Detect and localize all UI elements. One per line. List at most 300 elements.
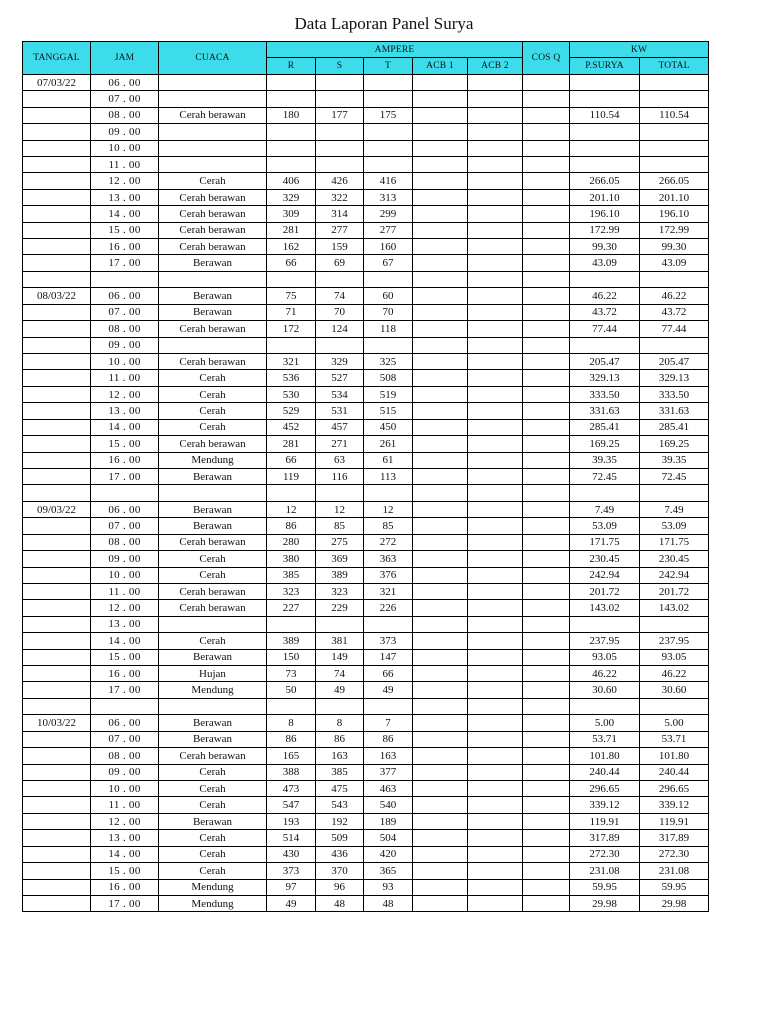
cell-tanggal [23, 600, 91, 616]
cell-acb1 [413, 583, 468, 599]
cell-acb2 [468, 403, 523, 419]
cell-s: 192 [316, 813, 364, 829]
cell-total: 93.05 [640, 649, 709, 665]
cell-tanggal [23, 518, 91, 534]
cell-psurya: 205.47 [570, 354, 640, 370]
empty-cell [91, 698, 159, 714]
cell-r: 73 [267, 666, 316, 682]
empty-cell [523, 698, 570, 714]
table-row [23, 436, 709, 452]
cell-r [267, 91, 316, 107]
cell-tanggal [23, 534, 91, 550]
cell-t: 515 [364, 403, 413, 419]
cell-s: 69 [316, 255, 364, 271]
cell-psurya: 201.72 [570, 583, 640, 599]
header-s: S [316, 58, 364, 74]
cell-s [316, 140, 364, 156]
cell-cos-q [523, 649, 570, 665]
cell-r [267, 616, 316, 632]
table-row [23, 715, 709, 731]
cell-acb2 [468, 436, 523, 452]
cell-cos-q [523, 304, 570, 320]
cell-psurya: 30.60 [570, 682, 640, 698]
cell-psurya: 231.08 [570, 863, 640, 879]
table-row [23, 354, 709, 370]
cell-s: 74 [316, 666, 364, 682]
cell-psurya: 53.71 [570, 731, 640, 747]
cell-cuaca: Cerah berawan [159, 239, 267, 255]
cell-total: 196.10 [640, 206, 709, 222]
header-row-main [23, 42, 709, 58]
cell-psurya: 240.44 [570, 764, 640, 780]
cell-acb2 [468, 321, 523, 337]
cell-tanggal [23, 846, 91, 862]
empty-cell [413, 698, 468, 714]
cell-tanggal: 08/03/22 [23, 288, 91, 304]
cell-r: 97 [267, 879, 316, 895]
cell-psurya: 46.22 [570, 666, 640, 682]
cell-acb2 [468, 534, 523, 550]
cell-t [364, 140, 413, 156]
table-row [23, 583, 709, 599]
cell-psurya [570, 616, 640, 632]
cell-tanggal [23, 91, 91, 107]
cell-total: 317.89 [640, 830, 709, 846]
cell-cuaca: Cerah berawan [159, 583, 267, 599]
cell-r: 388 [267, 764, 316, 780]
cell-acb2 [468, 337, 523, 353]
cell-total [640, 616, 709, 632]
cell-cos-q [523, 600, 570, 616]
cell-acb2 [468, 863, 523, 879]
empty-cell [316, 485, 364, 501]
cell-cos-q [523, 468, 570, 484]
cell-r: 227 [267, 600, 316, 616]
cell-s: 475 [316, 780, 364, 796]
cell-jam: 11 . 00 [91, 583, 159, 599]
cell-jam: 16 . 00 [91, 666, 159, 682]
cell-r: 530 [267, 386, 316, 402]
cell-tanggal: 07/03/22 [23, 74, 91, 90]
cell-t: 189 [364, 813, 413, 829]
table-row [23, 321, 709, 337]
cell-psurya: 201.10 [570, 189, 640, 205]
cell-cos-q [523, 74, 570, 90]
empty-cell [570, 485, 640, 501]
cell-r [267, 156, 316, 172]
cell-acb2 [468, 879, 523, 895]
empty-cell [523, 271, 570, 287]
cell-acb1 [413, 173, 468, 189]
cell-s: 385 [316, 764, 364, 780]
cell-total [640, 156, 709, 172]
cell-jam: 13 . 00 [91, 189, 159, 205]
cell-s: 74 [316, 288, 364, 304]
cell-t: 373 [364, 633, 413, 649]
table-row [23, 386, 709, 402]
table-row [23, 173, 709, 189]
cell-s: 543 [316, 797, 364, 813]
header-kw: KW [570, 42, 709, 58]
cell-cuaca: Cerah [159, 780, 267, 796]
cell-acb1 [413, 124, 468, 140]
cell-acb1 [413, 797, 468, 813]
cell-t: 48 [364, 895, 413, 911]
cell-jam: 06 . 00 [91, 288, 159, 304]
cell-s: 531 [316, 403, 364, 419]
page-title: Data Laporan Panel Surya [294, 14, 474, 33]
cell-acb2 [468, 583, 523, 599]
cell-t: 299 [364, 206, 413, 222]
cell-r: 180 [267, 107, 316, 123]
cell-acb2 [468, 452, 523, 468]
cell-r: 193 [267, 813, 316, 829]
cell-jam: 12 . 00 [91, 600, 159, 616]
header-cos-q: COS Q [523, 42, 570, 75]
cell-jam: 07 . 00 [91, 304, 159, 320]
cell-t [364, 156, 413, 172]
empty-cell [159, 485, 267, 501]
cell-t [364, 124, 413, 140]
cell-total [640, 140, 709, 156]
cell-cuaca: Mendung [159, 452, 267, 468]
cell-s: 8 [316, 715, 364, 731]
cell-psurya: 7.49 [570, 501, 640, 517]
table-row [23, 124, 709, 140]
cell-cuaca: Cerah [159, 551, 267, 567]
cell-acb1 [413, 74, 468, 90]
cell-cuaca: Cerah berawan [159, 189, 267, 205]
cell-s: 323 [316, 583, 364, 599]
cell-t: 519 [364, 386, 413, 402]
cell-jam: 09 . 00 [91, 124, 159, 140]
cell-r: 281 [267, 436, 316, 452]
cell-cos-q [523, 124, 570, 140]
cell-acb1 [413, 419, 468, 435]
cell-cos-q [523, 715, 570, 731]
cell-acb2 [468, 797, 523, 813]
table-row [23, 813, 709, 829]
cell-acb2 [468, 567, 523, 583]
cell-acb2 [468, 222, 523, 238]
cell-acb1 [413, 239, 468, 255]
cell-cuaca: Berawan [159, 255, 267, 271]
cell-psurya [570, 124, 640, 140]
cell-cos-q [523, 206, 570, 222]
cell-tanggal [23, 666, 91, 682]
cell-psurya: 39.35 [570, 452, 640, 468]
empty-cell [570, 271, 640, 287]
cell-total: 329.13 [640, 370, 709, 386]
cell-s [316, 616, 364, 632]
cell-t: 113 [364, 468, 413, 484]
cell-tanggal [23, 403, 91, 419]
cell-jam: 08 . 00 [91, 321, 159, 337]
cell-jam: 17 . 00 [91, 255, 159, 271]
cell-cuaca [159, 140, 267, 156]
cell-t: 226 [364, 600, 413, 616]
cell-psurya: 93.05 [570, 649, 640, 665]
cell-jam: 13 . 00 [91, 616, 159, 632]
cell-psurya [570, 140, 640, 156]
table-row [23, 830, 709, 846]
cell-s: 329 [316, 354, 364, 370]
table-row [23, 863, 709, 879]
cell-acb2 [468, 304, 523, 320]
table-row [23, 616, 709, 632]
cell-acb2 [468, 140, 523, 156]
cell-acb1 [413, 370, 468, 386]
cell-cuaca: Berawan [159, 288, 267, 304]
cell-total: 296.65 [640, 780, 709, 796]
cell-cuaca: Cerah [159, 863, 267, 879]
table-row [23, 304, 709, 320]
table-body [23, 74, 709, 912]
cell-total [640, 74, 709, 90]
cell-jam: 09 . 00 [91, 337, 159, 353]
cell-cos-q [523, 156, 570, 172]
cell-acb2 [468, 682, 523, 698]
cell-tanggal [23, 124, 91, 140]
cell-s: 229 [316, 600, 364, 616]
cell-total: 7.49 [640, 501, 709, 517]
cell-s: 116 [316, 468, 364, 484]
cell-cuaca: Cerah berawan [159, 748, 267, 764]
empty-cell [364, 485, 413, 501]
cell-tanggal [23, 813, 91, 829]
cell-cos-q [523, 173, 570, 189]
cell-psurya: 242.94 [570, 567, 640, 583]
table-row [23, 600, 709, 616]
cell-acb1 [413, 386, 468, 402]
cell-psurya: 296.65 [570, 780, 640, 796]
cell-total: 53.71 [640, 731, 709, 747]
cell-cuaca: Cerah berawan [159, 107, 267, 123]
cell-acb1 [413, 748, 468, 764]
table-row [23, 337, 709, 353]
cell-cos-q [523, 255, 570, 271]
cell-cuaca: Cerah [159, 173, 267, 189]
cell-cuaca: Berawan [159, 813, 267, 829]
cell-r: 172 [267, 321, 316, 337]
cell-s: 314 [316, 206, 364, 222]
cell-jam: 17 . 00 [91, 895, 159, 911]
cell-r: 281 [267, 222, 316, 238]
cell-t: 540 [364, 797, 413, 813]
cell-jam: 15 . 00 [91, 222, 159, 238]
cell-total: 43.72 [640, 304, 709, 320]
cell-s: 85 [316, 518, 364, 534]
cell-acb2 [468, 501, 523, 517]
cell-s [316, 124, 364, 140]
cell-s: 48 [316, 895, 364, 911]
cell-total: 5.00 [640, 715, 709, 731]
cell-cos-q [523, 682, 570, 698]
cell-t: 86 [364, 731, 413, 747]
cell-s [316, 74, 364, 90]
cell-total [640, 124, 709, 140]
cell-acb1 [413, 91, 468, 107]
header-t: T [364, 58, 413, 74]
cell-s: 509 [316, 830, 364, 846]
table-row [23, 764, 709, 780]
cell-s: 177 [316, 107, 364, 123]
cell-tanggal [23, 419, 91, 435]
cell-acb1 [413, 222, 468, 238]
empty-cell [468, 698, 523, 714]
cell-acb1 [413, 715, 468, 731]
cell-jam: 06 . 00 [91, 715, 159, 731]
cell-cos-q [523, 780, 570, 796]
empty-cell [159, 698, 267, 714]
header-acb2: ACB 2 [468, 58, 523, 74]
cell-total: 77.44 [640, 321, 709, 337]
cell-cuaca: Cerah berawan [159, 436, 267, 452]
cell-cuaca: Cerah berawan [159, 321, 267, 337]
table-row [23, 649, 709, 665]
empty-cell [523, 485, 570, 501]
cell-r: 71 [267, 304, 316, 320]
table-row [23, 567, 709, 583]
header-acb1: ACB 1 [413, 58, 468, 74]
cell-t [364, 91, 413, 107]
table-row [23, 74, 709, 90]
cell-acb2 [468, 813, 523, 829]
table-row [23, 222, 709, 238]
cell-jam: 14 . 00 [91, 206, 159, 222]
cell-t: 272 [364, 534, 413, 550]
cell-r [267, 124, 316, 140]
cell-cuaca [159, 91, 267, 107]
cell-tanggal [23, 337, 91, 353]
cell-cuaca: Mendung [159, 895, 267, 911]
cell-tanggal [23, 616, 91, 632]
cell-total: 201.72 [640, 583, 709, 599]
cell-jam: 15 . 00 [91, 436, 159, 452]
cell-jam: 16 . 00 [91, 452, 159, 468]
cell-tanggal [23, 551, 91, 567]
cell-s: 370 [316, 863, 364, 879]
cell-psurya: 196.10 [570, 206, 640, 222]
cell-psurya: 285.41 [570, 419, 640, 435]
cell-s: 527 [316, 370, 364, 386]
cell-r: 8 [267, 715, 316, 731]
cell-total: 231.08 [640, 863, 709, 879]
cell-jam: 10 . 00 [91, 567, 159, 583]
cell-acb2 [468, 370, 523, 386]
cell-jam: 15 . 00 [91, 863, 159, 879]
cell-cos-q [523, 764, 570, 780]
header-ampere: AMPERE [267, 42, 523, 58]
cell-total: 272.30 [640, 846, 709, 862]
cell-psurya: 169.25 [570, 436, 640, 452]
cell-acb2 [468, 518, 523, 534]
cell-t: 49 [364, 682, 413, 698]
cell-cuaca: Cerah berawan [159, 206, 267, 222]
cell-s: 70 [316, 304, 364, 320]
cell-s: 149 [316, 649, 364, 665]
cell-tanggal [23, 895, 91, 911]
cell-r: 323 [267, 583, 316, 599]
cell-jam: 11 . 00 [91, 156, 159, 172]
table-row [23, 107, 709, 123]
cell-r: 373 [267, 863, 316, 879]
cell-t: 60 [364, 288, 413, 304]
cell-cuaca [159, 74, 267, 90]
cell-r [267, 140, 316, 156]
cell-cuaca: Berawan [159, 518, 267, 534]
cell-tanggal [23, 649, 91, 665]
cell-r: 389 [267, 633, 316, 649]
table-row [23, 91, 709, 107]
table-row [23, 780, 709, 796]
cell-acb1 [413, 895, 468, 911]
cell-tanggal [23, 206, 91, 222]
cell-cos-q [523, 419, 570, 435]
cell-acb1 [413, 846, 468, 862]
cell-t: 93 [364, 879, 413, 895]
cell-cos-q [523, 731, 570, 747]
cell-total: 43.09 [640, 255, 709, 271]
cell-acb1 [413, 189, 468, 205]
cell-total: 201.10 [640, 189, 709, 205]
cell-cuaca: Cerah berawan [159, 600, 267, 616]
table-row [23, 879, 709, 895]
cell-s: 457 [316, 419, 364, 435]
cell-acb1 [413, 633, 468, 649]
cell-tanggal [23, 386, 91, 402]
cell-acb1 [413, 255, 468, 271]
table-row [23, 452, 709, 468]
cell-t: 450 [364, 419, 413, 435]
cell-tanggal [23, 452, 91, 468]
cell-acb1 [413, 156, 468, 172]
cell-acb2 [468, 354, 523, 370]
cell-s: 436 [316, 846, 364, 862]
cell-r [267, 74, 316, 90]
cell-cuaca [159, 337, 267, 353]
cell-jam: 14 . 00 [91, 419, 159, 435]
cell-acb2 [468, 616, 523, 632]
cell-cos-q [523, 518, 570, 534]
separator-row [23, 698, 709, 714]
cell-r: 86 [267, 518, 316, 534]
cell-cuaca: Cerah berawan [159, 354, 267, 370]
cell-total: 143.02 [640, 600, 709, 616]
cell-jam: 07 . 00 [91, 731, 159, 747]
cell-cuaca: Mendung [159, 682, 267, 698]
cell-acb1 [413, 107, 468, 123]
cell-psurya: 172.99 [570, 222, 640, 238]
cell-s: 12 [316, 501, 364, 517]
empty-cell [316, 698, 364, 714]
table-row [23, 288, 709, 304]
cell-acb1 [413, 551, 468, 567]
cell-jam: 12 . 00 [91, 173, 159, 189]
empty-cell [640, 271, 709, 287]
cell-cos-q [523, 501, 570, 517]
empty-cell [364, 271, 413, 287]
cell-cos-q [523, 551, 570, 567]
cell-jam: 09 . 00 [91, 764, 159, 780]
report-table [22, 41, 709, 912]
cell-acb2 [468, 551, 523, 567]
table-row [23, 895, 709, 911]
cell-t: 365 [364, 863, 413, 879]
cell-t: 277 [364, 222, 413, 238]
cell-acb2 [468, 173, 523, 189]
cell-psurya: 46.22 [570, 288, 640, 304]
